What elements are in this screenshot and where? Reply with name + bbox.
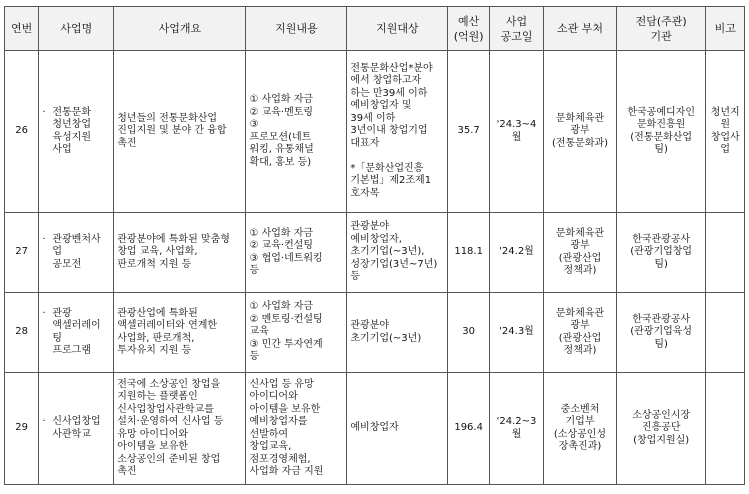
header-date: 사업 공고일 — [489, 7, 543, 51]
note — [706, 293, 745, 373]
header-name: 사업명 — [39, 7, 114, 51]
bullet-dot: · — [42, 106, 46, 118]
bullet-dot: · — [42, 307, 46, 319]
budget: 118.1 — [448, 213, 490, 293]
note — [706, 213, 745, 293]
agency: 한국공예디자인 문화진흥원 (전통문화산업 팀) — [616, 51, 706, 213]
bullet-dot: · — [42, 416, 46, 427]
support-content: 신사업 등 유망 아이디어와 아이템을 보유한 예비창업자를 선발하여 창업교육, 점포경영체험, 사업화 자금 지원 — [246, 373, 347, 485]
agency: 소상공인시장 진흥공단 (창업지원실) — [616, 373, 706, 485]
ministry: 문화체육관 광부 (관광산업 정책과) — [544, 213, 617, 293]
header-row — [5, 7, 745, 51]
header-support: 지원내용 — [246, 7, 347, 51]
business-overview: 전국에 소상공인 창업을 지원하는 플랫폼인 신사업창업사관학교를 설치·운영하여 신사업 등 유망 아이디어와 아이템을 보유한 소상공인의 준비된 창업 촉진 — [114, 373, 246, 485]
budget: 196.4 — [448, 373, 490, 485]
business-name-cell — [39, 213, 114, 293]
business-name-cell — [39, 373, 114, 485]
business-name: 관광벤처사업 공모전 — [52, 233, 101, 270]
ministry: 문화체육관 광부 (전통문화과) — [544, 51, 617, 213]
header-ministry: 소관 부처 — [544, 7, 617, 51]
support-target: 전통문화산업*분야 에서 창업하고자 하는 만39세 이하 예비창업자 및 39세 이하 3년이내 창업기업 대표자 *「문화산업진흥 기본법」제2조제1 호자목 — [347, 51, 448, 213]
agency: 한국관광공사 (관광기업육성 팀) — [616, 293, 706, 373]
row-number: 28 — [5, 293, 39, 373]
announce-date: '24.3~4월 — [489, 51, 543, 213]
row-number: 27 — [5, 213, 39, 293]
header-agency: 전담(주관) 기관 — [616, 7, 706, 51]
row-number: 29 — [5, 373, 39, 485]
business-overview: 청년들의 전통문화산업 진입지원 및 분야 간 융합 촉진 — [114, 51, 246, 213]
header-budget: 예산 (억원) — [448, 7, 490, 51]
support-content: ① 사업화 자금 ② 교육·컨설팅 ③ 협업·네트워킹 등 — [246, 213, 347, 293]
startup-support-table — [4, 6, 745, 485]
business-name: 전통문화 청년창업 육성지원 사업 — [52, 106, 91, 155]
announce-date: '24.3월 — [489, 293, 543, 373]
header-target: 지원대상 — [347, 7, 448, 51]
business-overview: 관광분야에 특화된 맞춤형 창업 교육, 사업화, 판로개척 지원 등 — [114, 213, 246, 293]
business-name: 관광 액셀러레이팅 프로그램 — [52, 307, 101, 356]
business-name-cell — [39, 51, 114, 213]
table-row — [5, 293, 745, 373]
support-target: 관광분야 초기기업(~3년) — [347, 293, 448, 373]
row-number: 26 — [5, 51, 39, 213]
bullet-dot: · — [42, 233, 46, 245]
business-name-cell — [39, 293, 114, 373]
budget: 35.7 — [448, 51, 490, 213]
note — [706, 373, 745, 485]
ministry: 문화체육관 광부 (관광산업 정책과) — [544, 293, 617, 373]
ministry: 중소벤처 기업부 (소상공인성 장촉진과) — [544, 373, 617, 485]
header-note: 비고 — [706, 7, 745, 51]
business-name: 신사업창업 사관학교 — [52, 416, 101, 440]
header-overview: 사업개요 — [114, 7, 246, 51]
support-content: ① 사업화 자금 ② 교육·멘토링 ③ 프로모션(네트 워킹, 유통채널 확대, 홍보 등) — [246, 51, 347, 213]
support-target: 관광분야 예비창업자, 초기기업(~3년), 성장기업(3년~7년) 등 — [347, 213, 448, 293]
table-row — [5, 213, 745, 293]
agency: 한국관광공사 (관광기업창업 팀) — [616, 213, 706, 293]
support-content: ① 사업화 자금 ② 멘토링·컨설팅 교육 ③ 민간 투자연계 등 — [246, 293, 347, 373]
support-target: 예비창업자 — [347, 373, 448, 485]
note: 청년지 원 창업사 업 — [706, 51, 745, 213]
announce-date: '24.2월 — [489, 213, 543, 293]
announce-date: '24.2~3 월 — [489, 373, 543, 485]
table-row — [5, 373, 745, 485]
header-no: 연번 — [5, 7, 39, 51]
business-overview: 관광산업에 특화된 액셀러레이터와 연계한 사업화, 판로개척, 투자유치 지원 등 — [114, 293, 246, 373]
table-row — [5, 51, 745, 213]
budget: 30 — [448, 293, 490, 373]
